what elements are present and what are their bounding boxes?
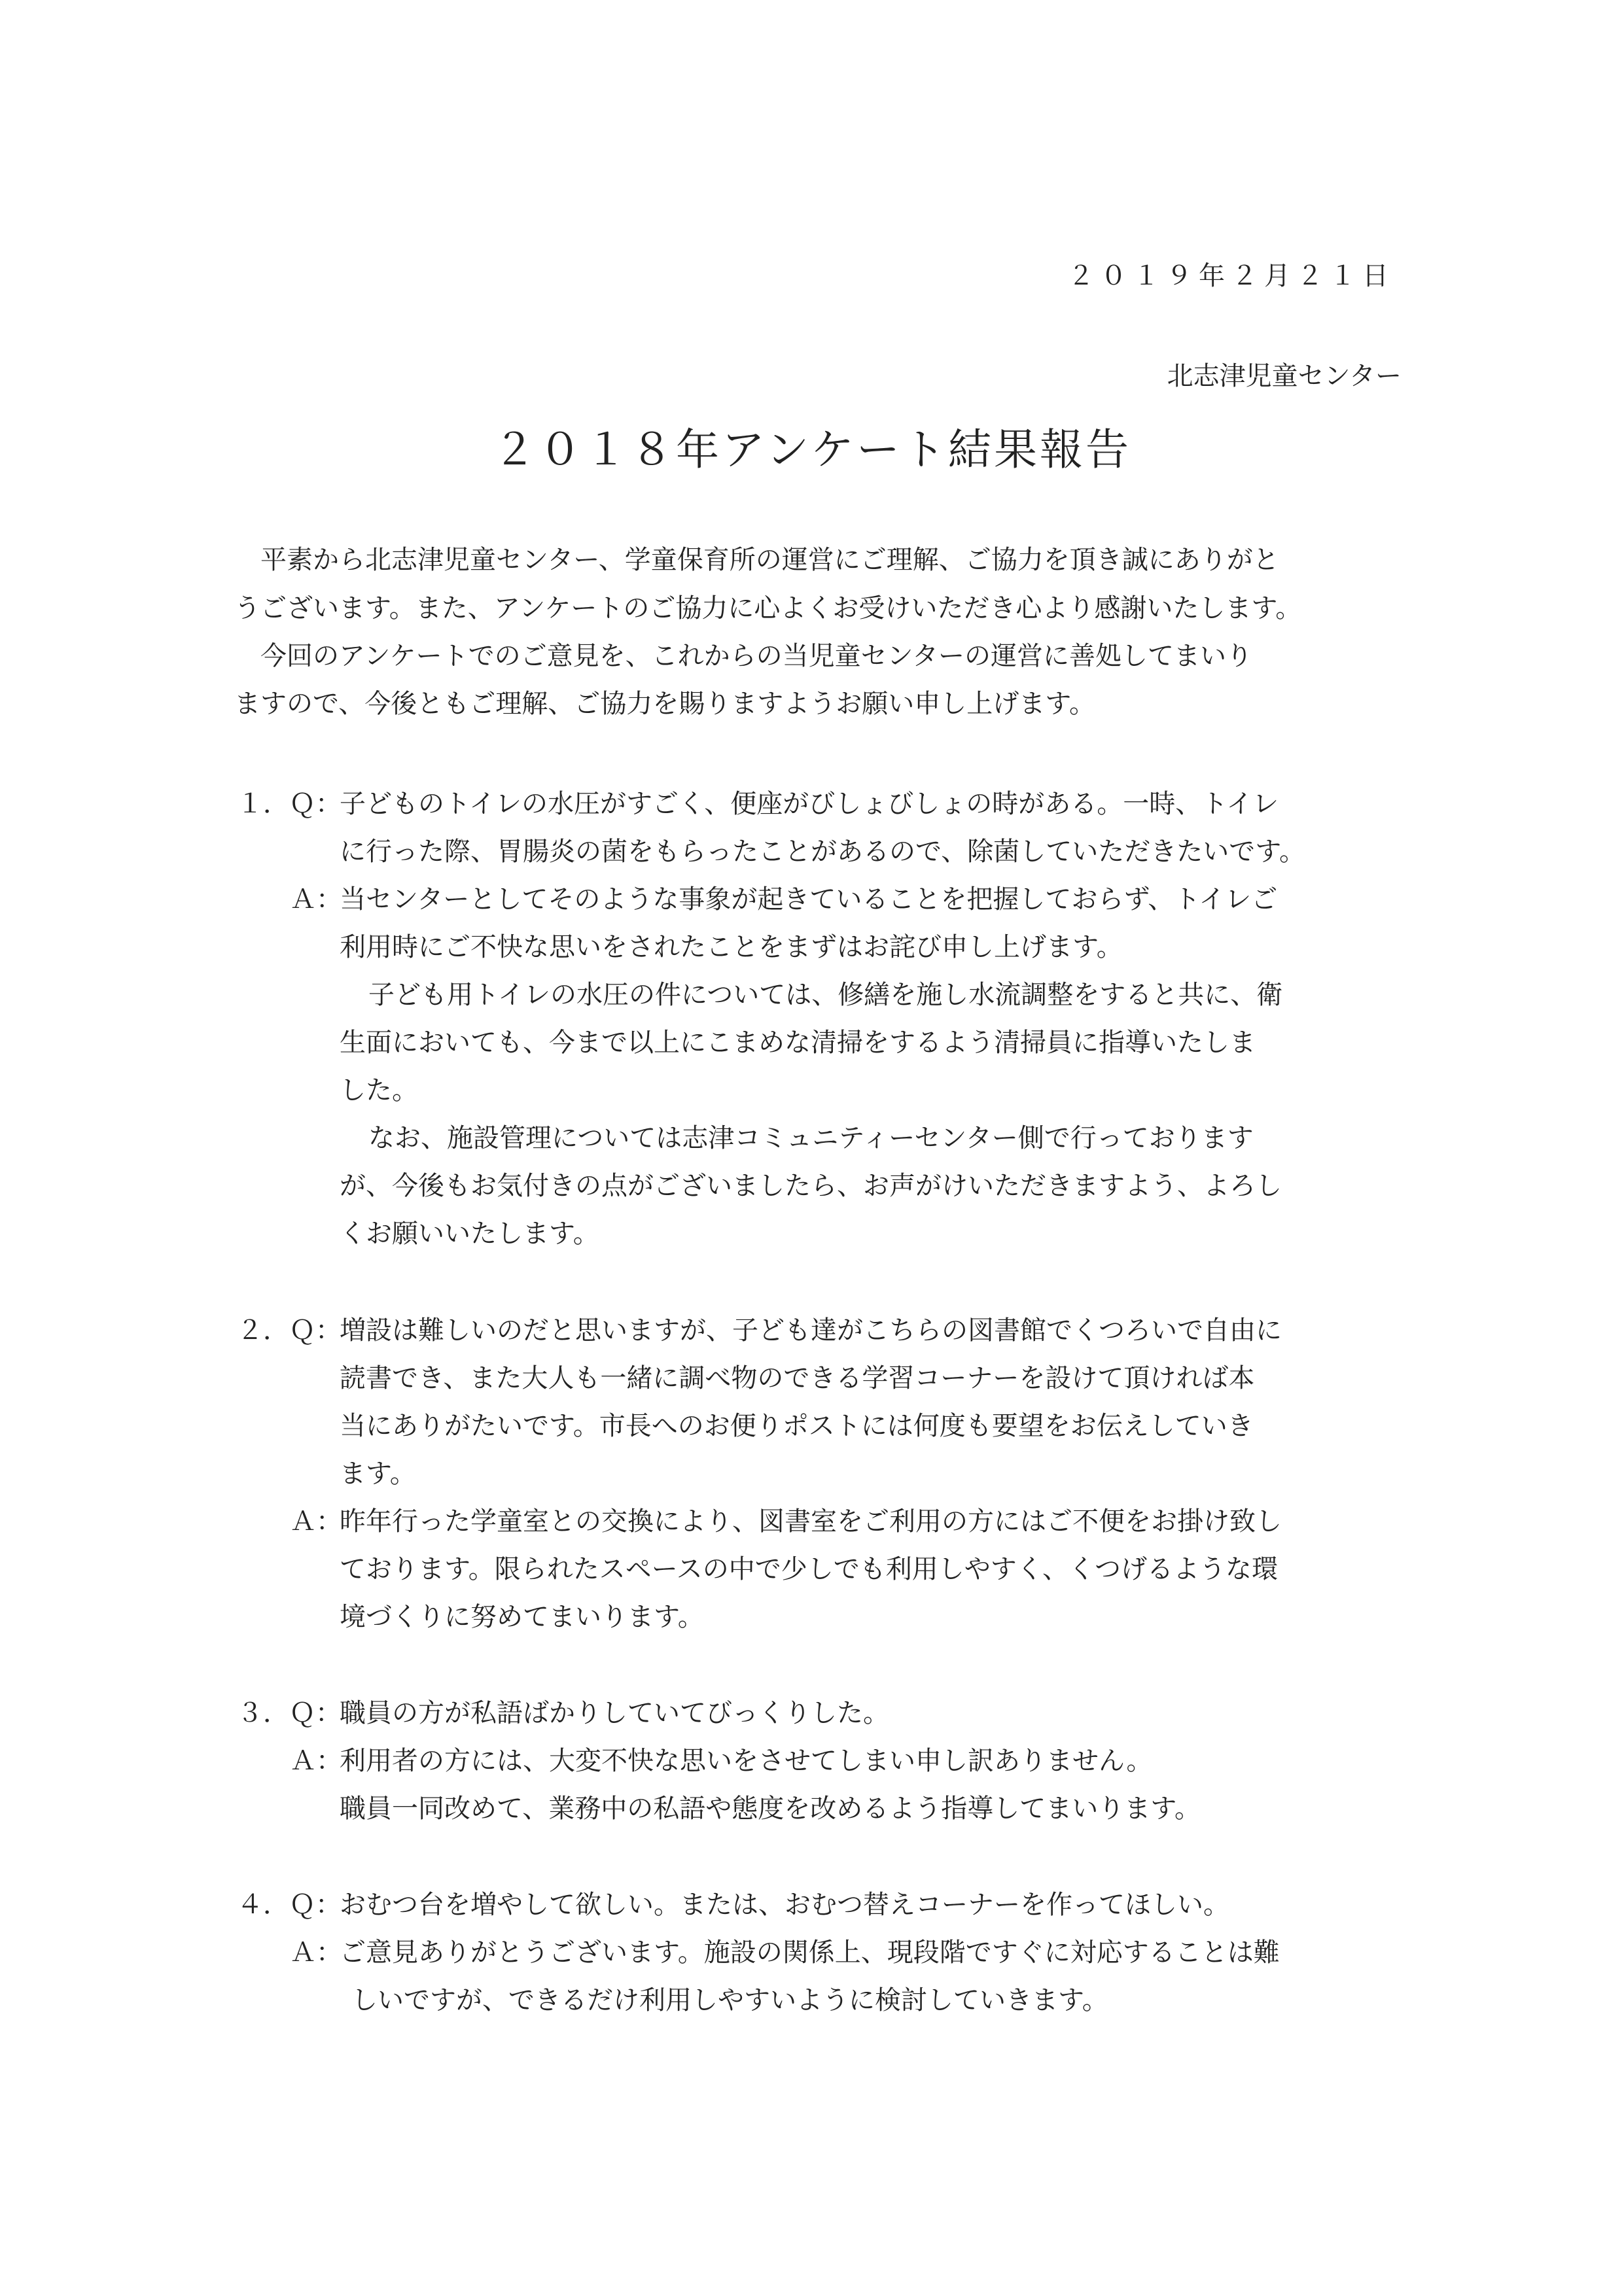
question-line: 読書でき、また大人も一緒に調べ物のできる学習コーナーを設けて頂ければ本 bbox=[340, 1363, 1255, 1393]
intro-line: 今回のアンケートでのご意見を、これからの当児童センターの運営に善処してまいり bbox=[260, 641, 1252, 671]
intro-line: うございます。また、アンケートのご協力に心よくお受けいただき心より感謝いたします。 bbox=[234, 593, 1302, 623]
answer-line: 生面においても、今まで以上にこまめな清掃をするよう清掃員に指導いたしま bbox=[340, 1028, 1256, 1058]
page-title: ２０１８年アンケート結果報告 bbox=[492, 425, 1132, 475]
question-line: 職員の方が私語ばかりしていてびっくりした。 bbox=[340, 1698, 889, 1728]
question-number: ２．Ｑ： bbox=[237, 1315, 342, 1346]
organization-name: 北志津児童センター bbox=[1167, 361, 1402, 391]
answer-line: 境づくりに努めてまいります。 bbox=[340, 1602, 704, 1632]
answer-line: ております。限られたスペースの中で少しでも利用しやすく、くつげるような環 bbox=[340, 1554, 1278, 1584]
question-line: おむつ台を増やして欲しい。または、おむつ替えコーナーを作ってほしい。 bbox=[340, 1890, 1229, 1920]
answer-line: なお、施設管理については志津コミュニティーセンター側で行っております bbox=[368, 1123, 1254, 1153]
question-line: 子どものトイレの水圧がすごく、便座がびしょびしょの時がある。一時、トイレ bbox=[340, 789, 1279, 819]
answer-line: 利用時にご不快な思いをされたことをまずはお詫び申し上げます。 bbox=[340, 932, 1123, 962]
answer-line: しいですが、できるだけ利用しやすいように検討していきます。 bbox=[351, 1985, 1108, 2015]
question-line: 当にありがたいです。市長へのお便りポストには何度も要望をお伝えしていき bbox=[340, 1411, 1254, 1441]
answer-line: した。 bbox=[340, 1075, 418, 1105]
answer-label: Ａ： bbox=[290, 1506, 342, 1537]
answer-line: 昨年行った学童室との交換により、図書室をご利用の方にはご不便をお掛け致し bbox=[340, 1506, 1282, 1537]
answer-line: 当センターとしてそのような事象が起きていることを把握しておらず、トイレご bbox=[340, 884, 1278, 914]
answer-line: 職員一同改めて、業務中の私語や態度を改めるよう指導してまいります。 bbox=[340, 1794, 1201, 1824]
question-line: 増設は難しいのだと思いますが、子ども達がこちらの図書館でくつろいで自由に bbox=[340, 1315, 1282, 1346]
answer-line: 子ども用トイレの水圧の件については、修繕を施し水流調整をすると共に、衛 bbox=[368, 980, 1283, 1010]
question-line: に行った際、胃腸炎の菌をもらったことがあるので、除菌していただきたいです。 bbox=[340, 837, 1305, 867]
answer-line: が、今後もお気付きの点がございましたら、お声がけいただきますよう、よろし bbox=[340, 1171, 1282, 1201]
answer-line: ご意見ありがとうございます。施設の関係上、現段階ですぐに対応することは難 bbox=[340, 1938, 1280, 1968]
question-number: ３．Ｑ： bbox=[237, 1698, 342, 1728]
answer-label: Ａ： bbox=[290, 884, 342, 914]
question-line: ます。 bbox=[340, 1459, 416, 1489]
question-number: ４．Ｑ： bbox=[237, 1890, 342, 1920]
intro-line: 平素から北志津児童センター、学童保育所の運営にご理解、ご協力を頂き誠にありがと bbox=[260, 545, 1279, 575]
answer-label: Ａ： bbox=[290, 1746, 342, 1776]
answer-line: くお願いいたします。 bbox=[340, 1219, 599, 1249]
document-date: ２０１９年２月２１日 bbox=[1068, 261, 1395, 291]
answer-line: 利用者の方には、大変不快な思いをさせてしまい申し訳ありません。 bbox=[340, 1746, 1153, 1776]
answer-label: Ａ： bbox=[290, 1938, 342, 1968]
intro-line: ますので、今後ともご理解、ご協力を賜りますようお願い申し上げます。 bbox=[234, 689, 1095, 719]
question-number: １．Ｑ： bbox=[237, 789, 342, 819]
